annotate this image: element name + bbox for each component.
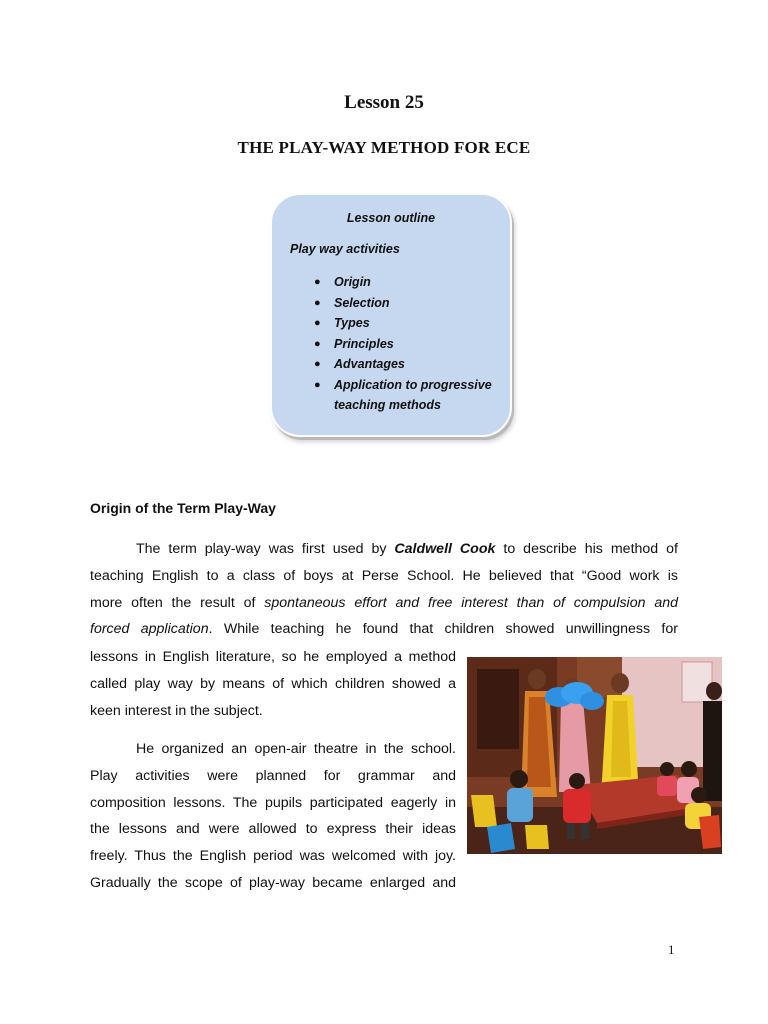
text-run: The term play-way was first used by <box>136 541 395 557</box>
outline-item <box>314 293 492 314</box>
text-line <box>90 536 678 563</box>
text-line <box>90 616 678 643</box>
lesson-title: THE PLAY-WAY METHOD FOR ECE <box>237 138 531 157</box>
outline-item <box>314 354 492 375</box>
outline-subheading: Play way activities <box>290 242 400 256</box>
outline-item-label: Selection <box>334 295 390 310</box>
paragraph-origin-wrapped <box>90 644 456 724</box>
outline-item-label: Advantages <box>334 357 405 371</box>
bullet-icon: ● <box>314 337 321 350</box>
text-run: more often the result of <box>90 594 265 611</box>
text-line: lessons in English literature, so he employed a method <box>90 649 456 665</box>
text-line: the lessons and were allowed to express their ideas <box>90 821 456 838</box>
outline-heading: Lesson outline <box>346 211 436 225</box>
bullet-icon: ● <box>314 378 321 391</box>
text-line: Play activities were planned for grammar and <box>90 767 456 784</box>
quote-text: forced application <box>90 621 209 638</box>
text-line: called play way by means of which children showed a <box>90 675 456 692</box>
text-line: composition lessons. The pupils participated eagerly in <box>90 794 456 811</box>
paragraph-theatre <box>90 736 456 897</box>
text-line: teaching English to a class of boys at Perse School. He believed that “Good work is <box>90 567 678 584</box>
text-line: He organized an open-air theatre in the school. <box>136 741 456 757</box>
text-line: freely. Thus the English period was welcomed with joy. <box>90 848 456 865</box>
page-number: 1 <box>668 942 675 957</box>
outline-item <box>314 313 492 334</box>
outline-item-label: Application to progressive teaching methods <box>334 377 492 412</box>
bullet-icon: ● <box>314 296 321 309</box>
text-line <box>90 590 678 617</box>
author-name: Caldwell Cook <box>394 541 496 557</box>
section-heading: Origin of the Term Play-Way <box>90 500 276 516</box>
text-run: to describe his method of <box>495 541 678 557</box>
text-run: . While teaching he found that children showed unwillingness for <box>208 621 678 638</box>
classroom-photo-illustration <box>467 657 722 854</box>
outline-item-label: Origin <box>334 275 371 289</box>
outline-item-label: Principles <box>334 336 394 351</box>
bullet-icon: ● <box>314 317 321 329</box>
classroom-photo <box>467 657 722 854</box>
text-line: keen interest in the subject. <box>90 702 263 719</box>
outline-item <box>314 375 492 416</box>
bullet-icon: ● <box>314 276 321 288</box>
paragraph-origin <box>90 536 678 643</box>
lesson-number: Lesson 25 <box>344 92 424 113</box>
text-line: Gradually the scope of play-way became enlarged and <box>90 874 456 891</box>
bullet-icon: ● <box>314 358 321 370</box>
lesson-outline-box <box>270 193 512 437</box>
outline-item <box>314 334 492 355</box>
outline-list <box>314 272 492 416</box>
outline-item <box>314 272 492 293</box>
outline-item-label: Types <box>334 316 370 330</box>
quote-text: spontaneous effort and free interest than of compulsion and <box>264 594 678 611</box>
